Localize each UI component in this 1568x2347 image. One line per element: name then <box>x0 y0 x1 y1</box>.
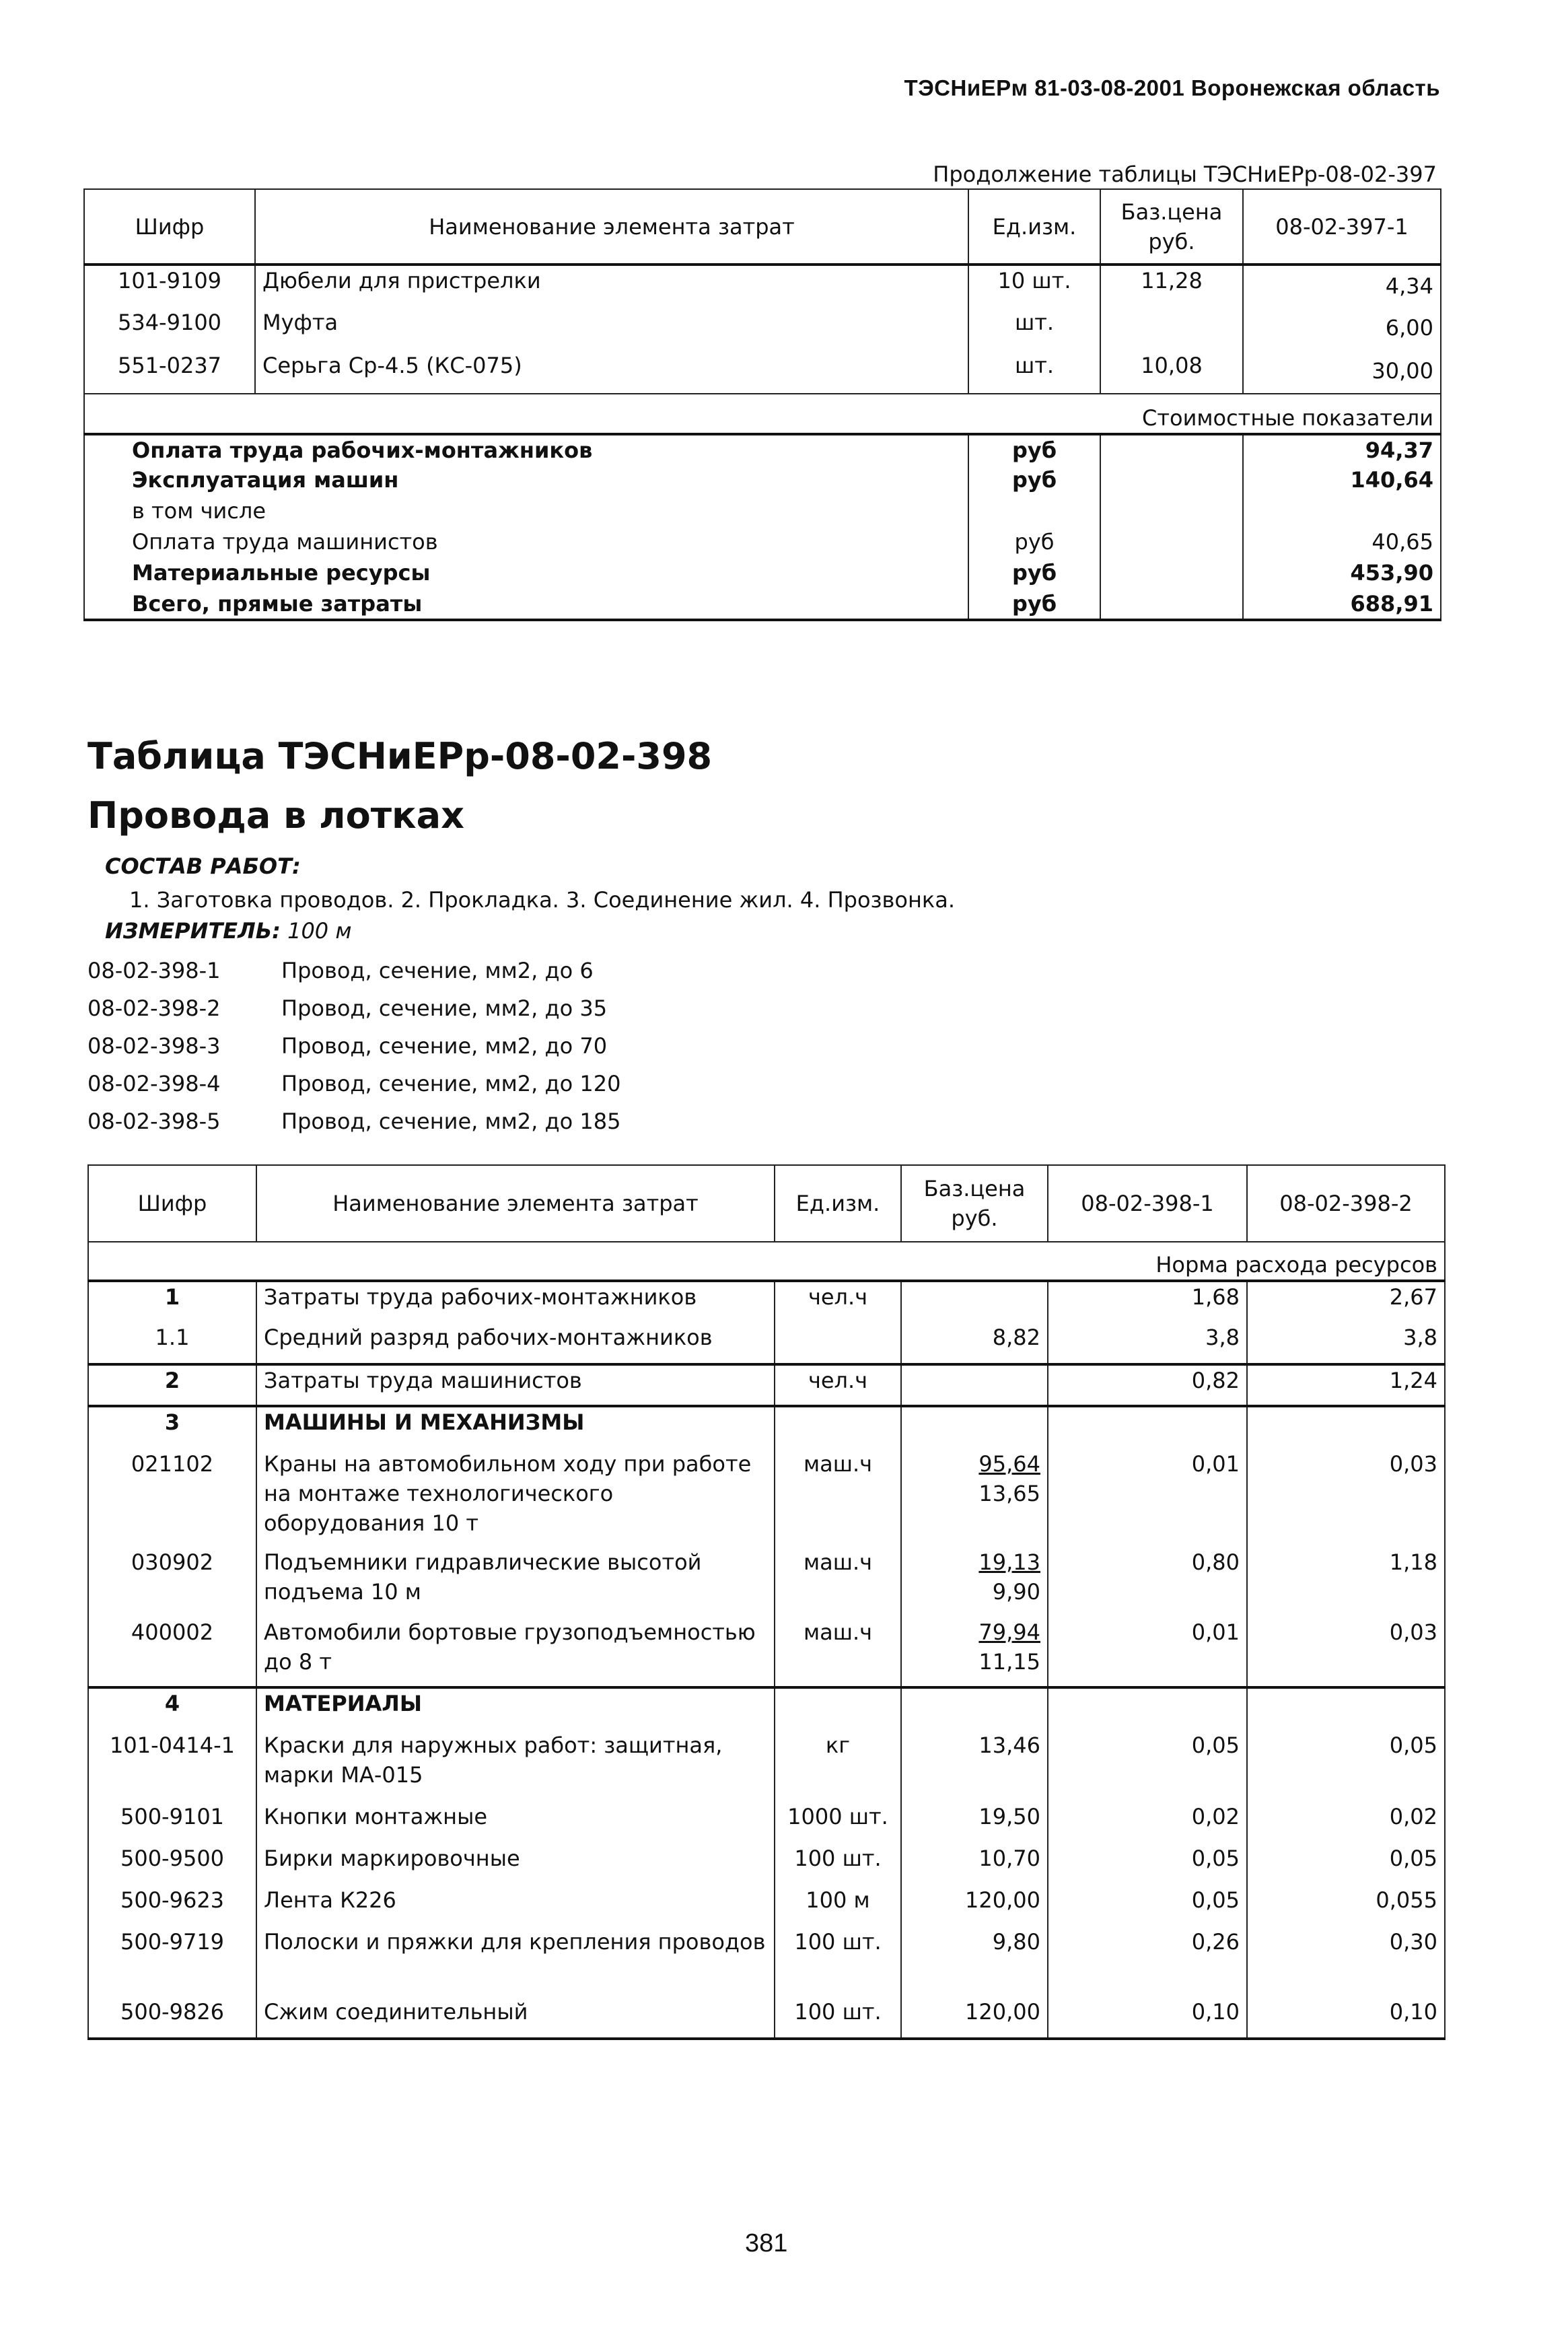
col-header-norm: 08-02-397-1 <box>1243 189 1441 265</box>
cell-code: 4 <box>88 1687 256 1730</box>
table-row <box>88 1323 1445 1364</box>
col-header-price: Баз.цена руб. <box>901 1165 1048 1242</box>
col-header-unit: Ед.изм. <box>968 189 1100 265</box>
table-row <box>88 1730 1445 1802</box>
cell-price: 120,00 <box>901 1885 1048 1927</box>
cell-unit: чел.ч <box>775 1281 901 1323</box>
cell-unit: 100 шт. <box>775 1997 901 2039</box>
price-wage: 13,65 <box>978 1481 1040 1506</box>
section-row <box>88 1687 1445 1730</box>
table-header-row <box>84 189 1441 265</box>
cell-unit: маш.ч <box>775 1449 901 1547</box>
cell-name: Бирки маркировочные <box>256 1844 775 1885</box>
cost-name: Материальные ресурсы <box>84 558 968 589</box>
price-wage: 11,15 <box>978 1649 1040 1675</box>
cell-norm-1: 0,26 <box>1048 1927 1247 1997</box>
table-row <box>88 1281 1445 1323</box>
cell-norm-1: 0,82 <box>1048 1364 1247 1406</box>
cell-code: 3 <box>88 1406 256 1449</box>
cost-unit: руб <box>968 527 1100 558</box>
cell-norm-2: 0,03 <box>1247 1617 1445 1687</box>
work-composition-text: 1. Заготовка проводов. 2. Прокладка. 3. Соединение жил. 4. Прозвонка. <box>129 887 955 913</box>
cell-unit: маш.ч <box>775 1617 901 1687</box>
document-header: ТЭСНиЕРм 81-03-08-2001 Воронежская область <box>904 75 1440 100</box>
resource-table-397 <box>83 188 1441 621</box>
table-row <box>88 1927 1445 1997</box>
cell-norm-2: 0,05 <box>1247 1730 1445 1802</box>
cell-unit: шт. <box>968 308 1100 351</box>
col-header-norm-1: 08-02-398-1 <box>1048 1165 1247 1242</box>
resource-table-398 <box>87 1164 1446 2040</box>
cell-norm-2: 3,8 <box>1247 1323 1445 1364</box>
cell-norm-2: 0,02 <box>1247 1802 1445 1844</box>
col-header-name: Наименование элемента затрат <box>255 189 968 265</box>
cost-name: Оплата труда рабочих-монтажников <box>84 434 968 465</box>
table-row <box>84 351 1441 394</box>
cost-row <box>84 465 1441 496</box>
cell-unit <box>775 1323 901 1364</box>
cell-code: 551-0237 <box>84 351 255 394</box>
table-row <box>88 1449 1445 1547</box>
table-row <box>88 1997 1445 2039</box>
cell-norm-1: 0,10 <box>1048 1997 1247 2039</box>
cost-unit: руб <box>968 589 1100 620</box>
cost-unit: руб <box>968 558 1100 589</box>
table-continuation-caption: Продолжение таблицы ТЭСНиЕРр-08-02-397 <box>933 162 1437 187</box>
table-title: Таблица ТЭСНиЕРр-08-02-398 <box>87 735 713 777</box>
list-item: 08-02-398-3 Провод, сечение, мм2, до 70 <box>87 1033 608 1059</box>
cell-code: 500-9500 <box>88 1844 256 1885</box>
cell-code: 021102 <box>88 1449 256 1547</box>
cell-price: 120,00 <box>901 1997 1048 2039</box>
table-row <box>84 265 1441 308</box>
cost-unit: руб <box>968 465 1100 496</box>
cell-norm-2: 1,18 <box>1247 1547 1445 1617</box>
cell-norm-1: 0,05 <box>1048 1885 1247 1927</box>
cost-row <box>84 496 1441 527</box>
table-row <box>88 1844 1445 1885</box>
cell-code: 500-9719 <box>88 1927 256 1997</box>
cell-name: Лента К226 <box>256 1885 775 1927</box>
cost-indicators-row <box>84 394 1441 434</box>
cost-value: 688,91 <box>1243 589 1441 620</box>
cell-code: 2 <box>88 1364 256 1406</box>
cell-norm-2: 1,24 <box>1247 1364 1445 1406</box>
cost-indicators-label: Стоимостные показатели <box>84 394 1441 434</box>
cell-price: 13,46 <box>901 1730 1048 1802</box>
cell-norm-1: 3,8 <box>1048 1323 1247 1364</box>
cell-value: 4,34 <box>1243 265 1441 308</box>
cell-price: 10,70 <box>901 1844 1048 1885</box>
cost-name: Эксплуатация машин <box>84 465 968 496</box>
cell-unit: маш.ч <box>775 1547 901 1617</box>
cost-unit <box>968 496 1100 527</box>
cost-row <box>84 527 1441 558</box>
cell-norm-1: 0,80 <box>1048 1547 1247 1617</box>
work-composition-label: СОСТАВ РАБОТ: <box>105 853 301 879</box>
page-number: 381 <box>745 2229 788 2257</box>
cost-value <box>1243 496 1441 527</box>
cell-unit: 100 м <box>775 1885 901 1927</box>
cell-code: 1.1 <box>88 1323 256 1364</box>
cell-name: Автомобили бортовые грузоподъемностью до 8 т <box>256 1617 775 1687</box>
col-header-price: Баз.цена руб. <box>1100 189 1243 265</box>
cost-value: 453,90 <box>1243 558 1441 589</box>
cell-norm-2: 0,10 <box>1247 1997 1445 2039</box>
cell-code: 500-9623 <box>88 1885 256 1927</box>
cell-norm-2: 0,055 <box>1247 1885 1445 1927</box>
cell-unit: шт. <box>968 351 1100 394</box>
cell-norm-1: 0,01 <box>1048 1449 1247 1547</box>
list-item: 08-02-398-4 Провод, сечение, мм2, до 120 <box>87 1071 621 1096</box>
cell-norm-1: 1,68 <box>1048 1281 1247 1323</box>
unit-of-measure-label: ИЗМЕРИТЕЛЬ: <box>105 918 281 944</box>
cell-name: Дюбели для пристрелки <box>255 265 968 308</box>
cell-name: Серьга Ср-4.5 (КС-075) <box>255 351 968 394</box>
cell-norm-2: 0,30 <box>1247 1927 1445 1997</box>
cell-price <box>901 1364 1048 1406</box>
section-title: МАТЕРИАЛЫ <box>256 1687 775 1730</box>
cell-norm-1: 0,01 <box>1048 1617 1247 1687</box>
price-total: 79,94 <box>978 1619 1040 1645</box>
col-header-norm-2: 08-02-398-2 <box>1247 1165 1445 1242</box>
table-row <box>88 1547 1445 1617</box>
cell-code: 400002 <box>88 1617 256 1687</box>
cell-code: 101-9109 <box>84 265 255 308</box>
cost-value: 140,64 <box>1243 465 1441 496</box>
cell-price: 9,80 <box>901 1927 1048 1997</box>
col-header-code: Шифр <box>84 189 255 265</box>
cell-price <box>901 1449 1048 1547</box>
cell-name: Краски для наружных работ: защитная, марки МА-015 <box>256 1730 775 1802</box>
table-row <box>88 1617 1445 1687</box>
cell-name: Муфта <box>255 308 968 351</box>
cell-unit: кг <box>775 1730 901 1802</box>
cell-name: Подъемники гидравлические высотой подъема 10 м <box>256 1547 775 1617</box>
unit-of-measure-value: 100 м <box>287 918 352 944</box>
table-subtitle: Провода в лотках <box>87 794 464 837</box>
cell-price: 10,08 <box>1100 351 1243 394</box>
cell-code: 030902 <box>88 1547 256 1617</box>
unit-of-measure <box>105 918 351 944</box>
cell-name: Сжим соединительный <box>256 1997 775 2039</box>
cell-norm-2: 0,03 <box>1247 1449 1445 1547</box>
cell-unit: 100 шт. <box>775 1844 901 1885</box>
cost-name: Оплата труда машинистов <box>84 527 968 558</box>
list-item: 08-02-398-2 Провод, сечение, мм2, до 35 <box>87 995 608 1021</box>
cell-name: Кнопки монтажные <box>256 1802 775 1844</box>
cell-norm-1: 0,05 <box>1048 1844 1247 1885</box>
cost-name: в том числе <box>84 496 968 527</box>
price-total: 95,64 <box>978 1451 1040 1477</box>
col-header-name: Наименование элемента затрат <box>256 1165 775 1242</box>
cell-code: 500-9826 <box>88 1997 256 2039</box>
price-wage: 9,90 <box>992 1579 1040 1605</box>
price-total: 19,13 <box>978 1549 1040 1575</box>
cell-price <box>901 1281 1048 1323</box>
cell-price: 11,28 <box>1100 265 1243 308</box>
cost-unit: руб <box>968 434 1100 465</box>
cell-unit: 1000 шт. <box>775 1802 901 1844</box>
section-title: МАШИНЫ И МЕХАНИЗМЫ <box>256 1406 775 1449</box>
cell-value: 30,00 <box>1243 351 1441 394</box>
cell-norm-1: 0,05 <box>1048 1730 1247 1802</box>
col-header-code: Шифр <box>88 1165 256 1242</box>
table-row <box>88 1885 1445 1927</box>
cell-price: 19,50 <box>901 1802 1048 1844</box>
cell-norm-1: 0,02 <box>1048 1802 1247 1844</box>
cell-name: Средний разряд рабочих-монтажников <box>256 1323 775 1364</box>
cost-value: 40,65 <box>1243 527 1441 558</box>
list-item: 08-02-398-5 Провод, сечение, мм2, до 185 <box>87 1109 621 1134</box>
cell-unit: 10 шт. <box>968 265 1100 308</box>
cell-code: 1 <box>88 1281 256 1323</box>
cell-name: Полоски и пряжки для крепления проводов <box>256 1927 775 1997</box>
cell-name: Затраты труда машинистов <box>256 1364 775 1406</box>
norm-label: Норма расхода ресурсов <box>88 1242 1445 1281</box>
cell-price <box>901 1547 1048 1617</box>
cell-value: 6,00 <box>1243 308 1441 351</box>
col-header-unit: Ед.изм. <box>775 1165 901 1242</box>
cell-code: 101-0414-1 <box>88 1730 256 1802</box>
cell-norm-2: 0,05 <box>1247 1844 1445 1885</box>
cell-norm-2: 2,67 <box>1247 1281 1445 1323</box>
list-item: 08-02-398-1 Провод, сечение, мм2, до 6 <box>87 958 594 983</box>
cell-code: 534-9100 <box>84 308 255 351</box>
cell-name: Краны на автомобильном ходу при работе на монтаже технологического оборудования 10 т <box>256 1449 775 1547</box>
cell-price <box>901 1617 1048 1687</box>
cost-name: Всего, прямые затраты <box>84 589 968 620</box>
cost-row <box>84 434 1441 465</box>
section-row <box>88 1406 1445 1449</box>
norm-label-row <box>88 1242 1445 1281</box>
item-list <box>87 952 620 1140</box>
cell-unit: чел.ч <box>775 1364 901 1406</box>
table-row <box>84 308 1441 351</box>
cell-unit: 100 шт. <box>775 1927 901 1997</box>
cell-code: 500-9101 <box>88 1802 256 1844</box>
table-row <box>88 1802 1445 1844</box>
cell-price <box>1100 308 1243 351</box>
cost-row <box>84 589 1441 620</box>
table-header-row <box>88 1165 1445 1242</box>
cost-row <box>84 558 1441 589</box>
table-row <box>88 1364 1445 1406</box>
cell-price: 8,82 <box>901 1323 1048 1364</box>
cost-value: 94,37 <box>1243 434 1441 465</box>
cell-name: Затраты труда рабочих-монтажников <box>256 1281 775 1323</box>
